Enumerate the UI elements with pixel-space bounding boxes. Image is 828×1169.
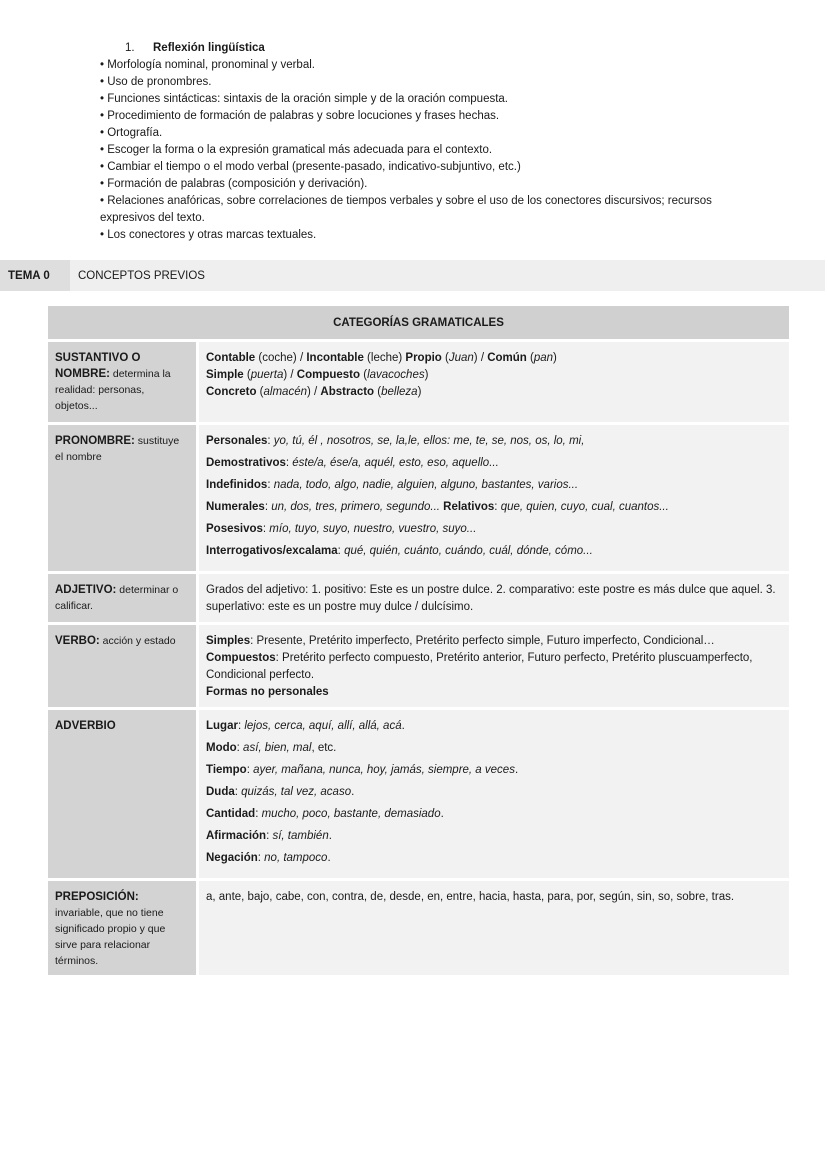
bold-term: Compuestos [206,652,276,664]
text: ( [256,386,264,398]
bullet-item: • Funciones sintácticas: sintaxis de la oración simple y de la oración compuesta. [100,93,509,105]
text: : [494,501,501,513]
bold-term: Personales [206,435,268,447]
example-text: puerta [250,369,284,381]
text: a, ante, bajo, cabe, con, contra, de, desde, en, entre, hacia, hasta, para, por, según, sin, so, sobre, tras. [206,891,735,903]
bold-term: Demostrativos [206,457,286,469]
text: ) / [306,386,321,398]
bold-term: Común [487,352,527,364]
text: (coche) / [255,352,307,364]
bullet-item: • Relaciones anafóricas, sobre correlaciones de tiempos verbales y sobre el uso de los conectores discursivos; recursos expresivos del texto. [100,195,712,224]
text: ) [417,386,422,398]
text: : [337,545,345,557]
text: : [266,830,273,842]
category-cell [48,625,196,707]
description-cell [199,425,789,571]
table-row-pronombre [48,425,789,571]
bold-term: Negación [206,852,258,864]
tema-bar [0,260,825,291]
bold-term: SUSTANTIVO O NOMBRE: [55,352,141,380]
description-line [206,384,782,401]
text: : [255,808,262,820]
text: ( [374,386,382,398]
description-line [206,477,782,494]
text: acción y estado [99,635,176,647]
example-text: sí, también [272,830,329,842]
bold-term: Abstracto [320,386,375,398]
bullet-item: • Formación de palabras (composición y derivación). [100,178,368,190]
description-line [206,828,782,845]
text: . [327,852,331,864]
text: . [514,764,519,776]
example-text: mucho, poco, bastante, demasiado [261,808,441,820]
example-text: quizás, tal vez, acaso [241,786,352,798]
bold-term: PRONOMBRE: [55,435,135,447]
category-cell [48,342,196,422]
bold-term: ADJETIVO: [55,584,117,596]
bold-term: PREPOSICIÓN: [55,891,139,903]
bold-term: Modo [206,742,237,754]
text: : [285,457,293,469]
bold-term: Duda [206,786,235,798]
bullet-list [100,57,760,244]
bold-term: Interrogativos/excalama [206,545,338,557]
description-line [206,582,782,616]
text: ) / [473,352,488,364]
bullet-item: • Escoger la forma o la expresión gramatical más adecuada para el contexto. [100,144,493,156]
table-row-adjetivo [48,574,789,622]
bold-term: Cantidad [206,808,256,820]
text: . [328,830,332,842]
description-line [206,433,782,450]
bold-term: Numerales [206,501,265,513]
example-text: nada, todo, algo, nadie, alguien, alguno, bastantes, varios... [273,479,579,491]
table-row-sustantivo [48,342,789,422]
description-cell [199,342,789,422]
bold-term: Posesivos [206,523,263,535]
table-row-verbo [48,625,789,707]
bold-term: ADVERBIO [55,720,116,732]
text: : [246,764,254,776]
text: ) [424,369,429,381]
section-heading [100,40,760,57]
bold-term: Tiempo [206,764,247,776]
table-header: CATEGORÍAS GRAMATICALES [48,306,789,339]
description-cell [199,710,789,878]
bullet-item: • Procedimiento de formación de palabras y sobre locuciones y frases hechas. [100,110,500,122]
text: ( [360,369,368,381]
bullet-item: • Cambiar el tiempo o el modo verbal (presente-pasado, indicativo-subjuntivo, etc.) [100,161,521,173]
text: ( [441,352,449,364]
text: . [440,808,444,820]
text: : [262,523,270,535]
bullet-item: • Uso de pronombres. [100,76,212,88]
text: Grados del adjetivo: 1. positivo: Este es un postre dulce. 2. comparativo: este postre es más dulce que aquel. 3. superlativo: este es un postre muy dulce / dulcísimo. [206,584,776,613]
description-line [206,718,782,735]
example-text: belleza [381,386,418,398]
text: : [237,720,245,732]
category-cell [48,710,196,878]
bold-term: VERBO: [55,635,100,647]
syllabus-section [100,40,760,244]
tema-title: CONCEPTOS PREVIOS [78,269,205,282]
description-line [206,350,782,367]
example-text: un, dos, tres, primero, segundo... [271,501,444,513]
text: ) [553,352,557,364]
text: , etc. [311,742,337,754]
category-cell [48,881,196,975]
text: : [264,501,272,513]
text: : Presente, Pretérito imperfecto, Pretérito perfecto simple, Futuro imperfecto, Condicional… [250,635,715,647]
description-cell [199,881,789,975]
category-cell [48,425,196,571]
example-text: yo, tú, él , nosotros, se, la,le, ellos: me, te, se, nos, os, lo, mi, [273,435,585,447]
text: determinar o calificar. [55,584,179,612]
example-text: almacén [263,386,307,398]
text: invariable, que no tiene significado propio y que sirve para relacionar términos. [55,907,166,967]
text: : [236,742,244,754]
bullet-item: • Ortografía. [100,127,163,139]
example-text: así, bien, mal [243,742,312,754]
grammar-categories-table [45,303,792,978]
bold-term: Simples [206,635,251,647]
text: : [234,786,242,798]
bold-term: Formas no personales [206,686,329,698]
text: : Pretérito perfecto compuesto, Pretérito anterior, Futuro perfecto, Pretérito pluscuamperfecto, Condicional perfecto. [206,652,753,681]
text: determina la realidad: personas, objetos... [55,368,171,412]
description-line [206,784,782,801]
description-line [206,650,782,684]
description-line [206,740,782,757]
text: : [257,852,265,864]
text: ( [526,352,534,364]
tema-label: TEMA 0 [0,260,70,291]
example-text: no, tampoco [264,852,328,864]
example-text: lavacoches [367,369,425,381]
description-cell [199,574,789,622]
text: : [267,479,274,491]
description-line [206,850,782,867]
bold-term: Afirmación [206,830,267,842]
bold-term: Contable [206,352,256,364]
description-line [206,455,782,472]
example-text: Juan [448,352,474,364]
description-line [206,889,782,906]
text: (leche) [363,352,406,364]
bold-term: Propio [405,352,442,364]
description-line [206,684,782,701]
description-line [206,806,782,823]
text: sustituye el nombre [55,435,180,463]
example-text: qué, quién, cuánto, cuándo, cuál, dónde, cómo... [344,545,593,557]
bullet-item: • Los conectores y otras marcas textuales. [100,229,317,241]
section-number: 1. [125,42,135,54]
text: . [401,720,405,732]
example-text: lejos, cerca, aquí, allí, allá, acá [244,720,402,732]
bold-term: Relativos [443,501,495,513]
example-text: pan [533,352,554,364]
description-line [206,521,782,538]
bold-term: Indefinidos [206,479,268,491]
category-cell [48,574,196,622]
example-text: que, quien, cuyo, cual, cuantos... [500,501,669,513]
text: ( [243,369,251,381]
table-row-preposicion [48,881,789,975]
example-text: ayer, mañana, nunca, hoy, jamás, siempre, a veces [253,764,515,776]
bold-term: Lugar [206,720,238,732]
bold-term: Concreto [206,386,257,398]
text: . [351,786,355,798]
description-line [206,762,782,779]
text: : [267,435,274,447]
bold-term: Compuesto [296,369,361,381]
description-line [206,543,782,560]
bold-term: Simple [206,369,244,381]
description-line [206,367,782,384]
table-row-adverbio [48,710,789,878]
description-line [206,633,782,650]
section-title: Reflexión lingüística [153,42,265,54]
bold-term: Incontable [306,352,364,364]
description-line [206,499,782,516]
text: ) / [283,369,297,381]
bullet-item: • Morfología nominal, pronominal y verbal. [100,59,315,71]
example-text: mío, tuyo, suyo, nuestro, vuestro, suyo... [269,523,477,535]
description-cell [199,625,789,707]
example-text: éste/a, ése/a, aquél, esto, eso, aquello... [292,457,499,469]
